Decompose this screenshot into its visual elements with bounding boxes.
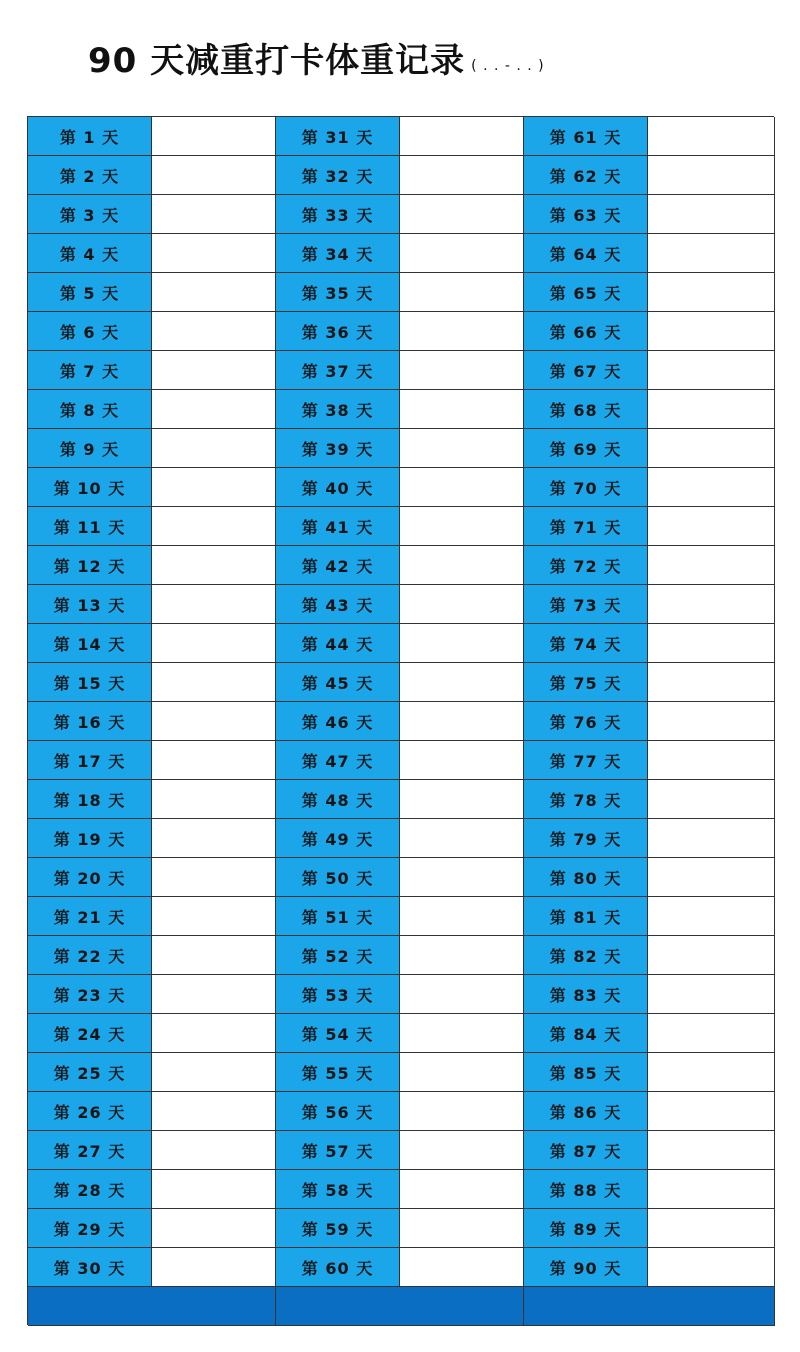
- day-label: 第 22 天: [28, 936, 152, 975]
- day-label: 第 50 天: [276, 858, 400, 897]
- weight-entry-cell[interactable]: [152, 624, 276, 663]
- day-label: 第 61 天: [524, 117, 648, 156]
- weight-entry-cell[interactable]: [400, 390, 524, 429]
- day-label: 第 35 天: [276, 273, 400, 312]
- weight-entry-cell[interactable]: [648, 819, 775, 858]
- day-label: 第 87 天: [524, 1131, 648, 1170]
- weight-entry-cell[interactable]: [648, 936, 775, 975]
- weight-entry-cell[interactable]: [648, 975, 775, 1014]
- footer-bar: [524, 1287, 775, 1326]
- weight-entry-cell[interactable]: [152, 468, 276, 507]
- weight-entry-cell[interactable]: [648, 1092, 775, 1131]
- weight-entry-cell[interactable]: [648, 468, 775, 507]
- day-label: 第 90 天: [524, 1248, 648, 1287]
- day-label: 第 70 天: [524, 468, 648, 507]
- day-label: 第 11 天: [28, 507, 152, 546]
- weight-entry-cell[interactable]: [648, 1131, 775, 1170]
- day-label: 第 33 天: [276, 195, 400, 234]
- weight-entry-cell[interactable]: [152, 1053, 276, 1092]
- weight-entry-cell[interactable]: [648, 663, 775, 702]
- day-label: 第 85 天: [524, 1053, 648, 1092]
- weight-entry-cell[interactable]: [648, 897, 775, 936]
- weight-entry-cell[interactable]: [152, 702, 276, 741]
- day-label: 第 68 天: [524, 390, 648, 429]
- weight-entry-cell[interactable]: [648, 1209, 775, 1248]
- day-label: 第 38 天: [276, 390, 400, 429]
- day-label: 第 32 天: [276, 156, 400, 195]
- weight-entry-cell[interactable]: [400, 1131, 524, 1170]
- day-label: 第 37 天: [276, 351, 400, 390]
- day-label: 第 40 天: [276, 468, 400, 507]
- day-label: 第 51 天: [276, 897, 400, 936]
- weight-entry-cell[interactable]: [400, 1248, 524, 1287]
- weight-entry-cell[interactable]: [152, 1014, 276, 1053]
- day-label: 第 63 天: [524, 195, 648, 234]
- day-label: 第 59 天: [276, 1209, 400, 1248]
- weight-entry-cell[interactable]: [400, 351, 524, 390]
- weight-entry-cell[interactable]: [152, 858, 276, 897]
- weight-entry-cell[interactable]: [648, 351, 775, 390]
- weight-entry-cell[interactable]: [648, 234, 775, 273]
- weight-entry-cell[interactable]: [648, 507, 775, 546]
- day-label: 第 43 天: [276, 585, 400, 624]
- footer-bar: [276, 1287, 524, 1326]
- weight-entry-cell[interactable]: [648, 117, 775, 156]
- weight-entry-cell[interactable]: [400, 312, 524, 351]
- day-label: 第 57 天: [276, 1131, 400, 1170]
- day-label: 第 39 天: [276, 429, 400, 468]
- weight-entry-cell[interactable]: [648, 1053, 775, 1092]
- day-label: 第 56 天: [276, 1092, 400, 1131]
- weight-entry-cell[interactable]: [152, 936, 276, 975]
- day-label: 第 52 天: [276, 936, 400, 975]
- day-label: 第 53 天: [276, 975, 400, 1014]
- day-label: 第 77 天: [524, 741, 648, 780]
- day-label: 第 10 天: [28, 468, 152, 507]
- day-label: 第 19 天: [28, 819, 152, 858]
- weight-entry-cell[interactable]: [648, 1248, 775, 1287]
- day-label: 第 69 天: [524, 429, 648, 468]
- weight-entry-cell[interactable]: [648, 1170, 775, 1209]
- weight-entry-cell[interactable]: [400, 1209, 524, 1248]
- weight-entry-cell[interactable]: [400, 546, 524, 585]
- weight-entry-cell[interactable]: [400, 1092, 524, 1131]
- day-label: 第 27 天: [28, 1131, 152, 1170]
- day-label: 第 2 天: [28, 156, 152, 195]
- day-label: 第 30 天: [28, 1248, 152, 1287]
- weight-entry-cell[interactable]: [648, 741, 775, 780]
- day-label: 第 67 天: [524, 351, 648, 390]
- weight-entry-cell[interactable]: [648, 858, 775, 897]
- day-label: 第 41 天: [276, 507, 400, 546]
- day-label: 第 20 天: [28, 858, 152, 897]
- day-label: 第 44 天: [276, 624, 400, 663]
- day-label: 第 23 天: [28, 975, 152, 1014]
- weight-entry-cell[interactable]: [152, 585, 276, 624]
- day-label: 第 8 天: [28, 390, 152, 429]
- day-label: 第 49 天: [276, 819, 400, 858]
- day-label: 第 9 天: [28, 429, 152, 468]
- day-label: 第 47 天: [276, 741, 400, 780]
- weight-entry-cell[interactable]: [400, 975, 524, 1014]
- weight-entry-cell[interactable]: [648, 780, 775, 819]
- weight-entry-cell[interactable]: [400, 507, 524, 546]
- day-label: 第 55 天: [276, 1053, 400, 1092]
- day-label: 第 1 天: [28, 117, 152, 156]
- weight-entry-cell[interactable]: [400, 195, 524, 234]
- day-label: 第 4 天: [28, 234, 152, 273]
- day-label: 第 80 天: [524, 858, 648, 897]
- day-label: 第 24 天: [28, 1014, 152, 1053]
- weight-entry-cell[interactable]: [400, 624, 524, 663]
- day-label: 第 26 天: [28, 1092, 152, 1131]
- day-label: 第 18 天: [28, 780, 152, 819]
- day-label: 第 65 天: [524, 273, 648, 312]
- weight-entry-cell[interactable]: [648, 390, 775, 429]
- weight-entry-cell[interactable]: [400, 897, 524, 936]
- date-range-hint: ( . . - . . ): [471, 58, 545, 74]
- weight-entry-cell[interactable]: [400, 741, 524, 780]
- day-label: 第 58 天: [276, 1170, 400, 1209]
- weight-entry-cell[interactable]: [152, 1131, 276, 1170]
- day-label: 第 71 天: [524, 507, 648, 546]
- weight-entry-cell[interactable]: [152, 351, 276, 390]
- weight-entry-cell[interactable]: [152, 390, 276, 429]
- day-label: 第 64 天: [524, 234, 648, 273]
- title-text: 90 天减重打卡体重记录: [88, 41, 466, 81]
- weight-entry-cell[interactable]: [648, 429, 775, 468]
- weight-entry-cell[interactable]: [648, 546, 775, 585]
- day-label: 第 12 天: [28, 546, 152, 585]
- day-label: 第 21 天: [28, 897, 152, 936]
- day-label: 第 29 天: [28, 1209, 152, 1248]
- weight-entry-cell[interactable]: [400, 117, 524, 156]
- weight-entry-cell[interactable]: [400, 585, 524, 624]
- weight-entry-cell[interactable]: [400, 429, 524, 468]
- weight-entry-cell[interactable]: [152, 234, 276, 273]
- day-label: 第 42 天: [276, 546, 400, 585]
- day-label: 第 60 天: [276, 1248, 400, 1287]
- weight-entry-cell[interactable]: [400, 156, 524, 195]
- day-label: 第 17 天: [28, 741, 152, 780]
- day-label: 第 76 天: [524, 702, 648, 741]
- weight-entry-cell[interactable]: [152, 819, 276, 858]
- weight-entry-cell[interactable]: [152, 1170, 276, 1209]
- day-label: 第 75 天: [524, 663, 648, 702]
- weight-entry-cell[interactable]: [152, 663, 276, 702]
- day-label: 第 25 天: [28, 1053, 152, 1092]
- day-label: 第 45 天: [276, 663, 400, 702]
- footer-bar: [28, 1287, 276, 1326]
- weight-entry-cell[interactable]: [152, 1248, 276, 1287]
- day-label: 第 48 天: [276, 780, 400, 819]
- weight-entry-cell[interactable]: [152, 975, 276, 1014]
- day-label: 第 7 天: [28, 351, 152, 390]
- day-label: 第 36 天: [276, 312, 400, 351]
- day-label: 第 28 天: [28, 1170, 152, 1209]
- weight-entry-cell[interactable]: [400, 780, 524, 819]
- weight-entry-cell[interactable]: [400, 273, 524, 312]
- weight-entry-cell[interactable]: [152, 1209, 276, 1248]
- weight-entry-cell[interactable]: [400, 234, 524, 273]
- day-label: 第 5 天: [28, 273, 152, 312]
- weight-entry-cell[interactable]: [400, 1053, 524, 1092]
- weight-entry-cell[interactable]: [152, 546, 276, 585]
- day-label: 第 62 天: [524, 156, 648, 195]
- day-label: 第 31 天: [276, 117, 400, 156]
- weight-entry-cell[interactable]: [152, 741, 276, 780]
- day-label: 第 73 天: [524, 585, 648, 624]
- weight-log-table: [27, 116, 774, 1325]
- weight-entry-cell[interactable]: [400, 663, 524, 702]
- weight-entry-cell[interactable]: [152, 312, 276, 351]
- day-label: 第 15 天: [28, 663, 152, 702]
- day-label: 第 54 天: [276, 1014, 400, 1053]
- day-label: 第 82 天: [524, 936, 648, 975]
- weight-entry-cell[interactable]: [400, 702, 524, 741]
- day-label: 第 86 天: [524, 1092, 648, 1131]
- day-label: 第 34 天: [276, 234, 400, 273]
- day-label: 第 83 天: [524, 975, 648, 1014]
- weight-entry-cell[interactable]: [152, 117, 276, 156]
- weight-entry-cell[interactable]: [152, 273, 276, 312]
- weight-entry-cell[interactable]: [152, 1092, 276, 1131]
- weight-entry-cell[interactable]: [400, 1170, 524, 1209]
- weight-entry-cell[interactable]: [648, 702, 775, 741]
- weight-entry-cell[interactable]: [152, 156, 276, 195]
- weight-entry-cell[interactable]: [648, 1014, 775, 1053]
- day-label: 第 6 天: [28, 312, 152, 351]
- day-label: 第 46 天: [276, 702, 400, 741]
- weight-entry-cell[interactable]: [152, 897, 276, 936]
- day-label: 第 84 天: [524, 1014, 648, 1053]
- weight-entry-cell[interactable]: [648, 624, 775, 663]
- weight-entry-cell[interactable]: [400, 858, 524, 897]
- day-label: 第 78 天: [524, 780, 648, 819]
- day-label: 第 88 天: [524, 1170, 648, 1209]
- weight-entry-cell[interactable]: [400, 819, 524, 858]
- day-label: 第 66 天: [524, 312, 648, 351]
- weight-entry-cell[interactable]: [152, 429, 276, 468]
- weight-entry-cell[interactable]: [648, 156, 775, 195]
- weight-entry-cell[interactable]: [152, 780, 276, 819]
- day-label: 第 89 天: [524, 1209, 648, 1248]
- day-label: 第 13 天: [28, 585, 152, 624]
- weight-entry-cell[interactable]: [648, 273, 775, 312]
- weight-entry-cell[interactable]: [400, 1014, 524, 1053]
- day-label: 第 14 天: [28, 624, 152, 663]
- day-label: 第 74 天: [524, 624, 648, 663]
- page-title: [88, 38, 545, 84]
- weight-entry-cell[interactable]: [400, 936, 524, 975]
- weight-entry-cell[interactable]: [648, 195, 775, 234]
- day-label: 第 16 天: [28, 702, 152, 741]
- weight-entry-cell[interactable]: [648, 312, 775, 351]
- weight-entry-cell[interactable]: [400, 468, 524, 507]
- weight-entry-cell[interactable]: [152, 507, 276, 546]
- day-label: 第 81 天: [524, 897, 648, 936]
- day-label: 第 3 天: [28, 195, 152, 234]
- weight-entry-cell[interactable]: [648, 585, 775, 624]
- day-label: 第 72 天: [524, 546, 648, 585]
- weight-entry-cell[interactable]: [152, 195, 276, 234]
- day-label: 第 79 天: [524, 819, 648, 858]
